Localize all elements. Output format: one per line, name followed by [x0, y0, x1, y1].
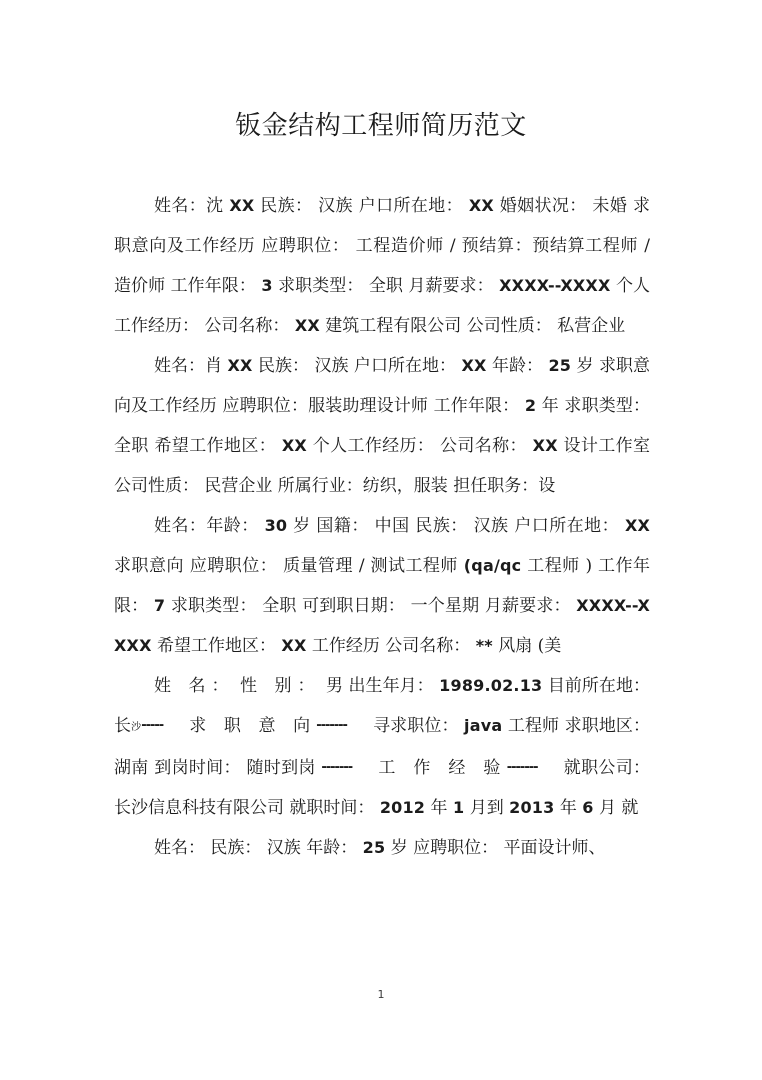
latin-run: XX	[281, 636, 307, 655]
latin-run: 25	[548, 356, 572, 375]
page-title: 钣金结构工程师简历范文	[235, 111, 527, 141]
latin-run: XX	[532, 436, 558, 455]
text-run: 希望工作地区：	[151, 636, 282, 656]
spaced-run: 工 作 经 验	[378, 758, 507, 778]
dash-rule: -------	[316, 718, 347, 733]
text-run: 工程师 求职地区：湖南 到岗时间： 随时到岗	[114, 716, 651, 778]
latin-run: java	[464, 716, 503, 735]
latin-run: XXXX--XXXX	[499, 276, 611, 295]
spaced-run: 求 职 意 向	[189, 716, 317, 736]
text-run: 婚姻状况： 未婚 求职意向及工作经历 应聘职位： 工程造价师 / 预结算：预结算工程师 / 造价师 工作年限：	[114, 196, 650, 296]
text-run: 月 就	[593, 798, 639, 818]
latin-run: XX	[624, 516, 651, 535]
spaced-run: 性 别：	[240, 676, 321, 696]
latin-run: 25	[362, 838, 386, 857]
text-run: 目前所在地： 长	[114, 676, 651, 736]
text-run: 年 求职类型： 全职 希望工作地区：	[114, 396, 650, 456]
latin-run: 2012	[379, 798, 426, 817]
text-run: 岁 求职意向及工作经历 应聘职位：服装助理设计师 工作年限：	[114, 356, 651, 416]
text-run: 岁 应聘职位： 平面设计师、	[385, 838, 606, 858]
text-run: 个人工作经历： 公司名称：	[114, 276, 650, 336]
spaced-run: 姓 名：	[154, 676, 235, 696]
latin-run: (qa/qc	[463, 556, 522, 575]
text-run: 工程师 ) 工作年限：	[114, 556, 651, 616]
latin-run: 1	[452, 798, 465, 817]
resume-entry-1	[114, 186, 650, 346]
dash-rule: -------	[506, 760, 538, 775]
text-run: 求职类型： 全职 月薪要求：	[272, 276, 500, 296]
text-run: 年龄：	[486, 356, 549, 376]
latin-run: XX	[229, 196, 255, 215]
text-run: 求职意向 应聘职位： 质量管理 / 测试工程师	[114, 556, 464, 576]
latin-run: XX	[281, 436, 307, 455]
dash-rule: -------	[321, 760, 353, 775]
text-run: 求职类型： 全职 可到职日期： 一个星期 月薪要求：	[165, 596, 577, 616]
text-run: 男 出生年月：	[320, 676, 440, 696]
text-run: 年	[554, 798, 583, 818]
page-number: 1	[377, 988, 385, 1001]
text-run: 姓名： 民族： 汉族 年龄：	[154, 838, 363, 858]
text-run: 建筑工程有限公司 公司性质： 私营企业	[319, 316, 626, 336]
document-body	[114, 186, 650, 868]
latin-run: XX	[227, 356, 253, 375]
resume-entry-2	[114, 346, 650, 506]
text-run: 姓名：肖	[154, 356, 228, 376]
latin-run: 3	[261, 276, 273, 295]
latin-run: 2013	[509, 798, 555, 817]
text-run: 民族： 汉族 户口所在地：	[254, 196, 469, 216]
text-run: 风扇 (美	[492, 636, 562, 656]
text-run: 设计工作室 公司性质： 民营企业 所属行业：纺织，服装 担任职务：设	[114, 436, 650, 496]
latin-run: **	[475, 636, 493, 655]
text-run: 姓名：沈	[154, 196, 230, 216]
resume-entry-5	[114, 828, 650, 868]
dash-rule: -----	[141, 718, 164, 733]
latin-run: 30	[264, 516, 288, 535]
latin-run: 6	[582, 798, 594, 817]
text-run: 岁 国籍： 中国 民族： 汉族 户口所在地：	[287, 516, 625, 536]
text-run: 月到	[464, 798, 510, 818]
text-run: 姓名：年龄：	[154, 516, 265, 536]
latin-run: XX	[461, 356, 487, 375]
latin-run: XX	[294, 316, 320, 335]
latin-run: 7	[153, 596, 166, 615]
latin-run: 2	[524, 396, 537, 415]
latin-run: XXXX--XXXX	[114, 596, 651, 655]
resume-entry-3	[114, 506, 650, 666]
latin-run: XX	[468, 196, 494, 215]
text-run: 寻求职位：	[372, 716, 465, 736]
text-run: 就职公司：长沙信息科技有限公司 就职时间：	[114, 758, 650, 818]
text-run: 年	[425, 798, 453, 818]
text-run: 工作经历 公司名称：	[306, 636, 476, 656]
text-run: 民族： 汉族 户口所在地：	[252, 356, 462, 376]
small-glyph-run: 沙	[131, 722, 142, 733]
resume-entry-4	[114, 666, 650, 828]
latin-run: 1989.02.13	[439, 676, 543, 695]
text-run: 个人工作经历： 公司名称：	[306, 436, 533, 456]
